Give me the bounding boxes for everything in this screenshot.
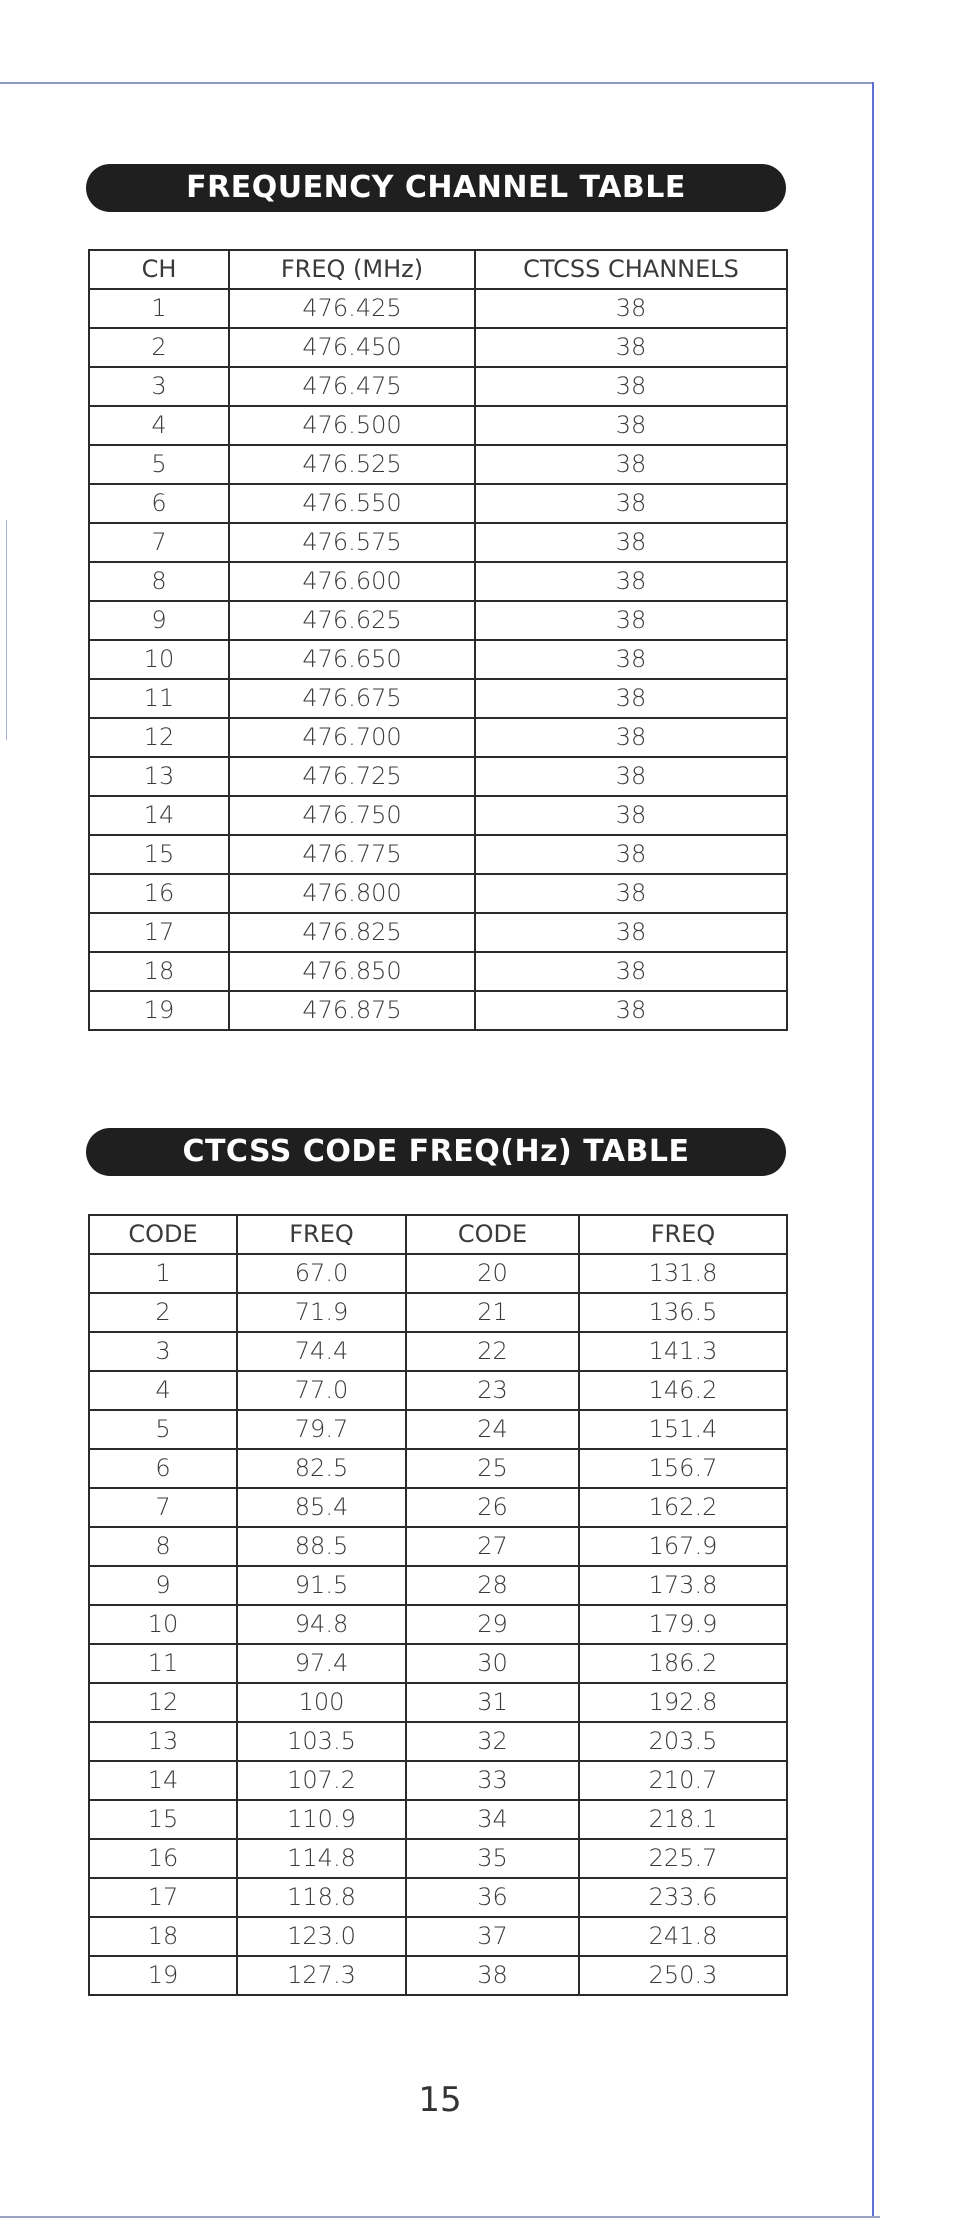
table-row	[89, 1488, 787, 1527]
table-row	[89, 601, 787, 640]
table-row	[89, 757, 787, 796]
column-header-code: CODE	[406, 1215, 579, 1254]
cell-code: 16	[89, 1839, 237, 1878]
table-row	[89, 523, 787, 562]
table-row	[89, 1371, 787, 1410]
cell-frequency-hz: 67.0	[237, 1254, 406, 1293]
cell-ctcss-channels: 38	[475, 601, 787, 640]
cell-frequency-hz: 77.0	[237, 1371, 406, 1410]
cell-code: 34	[406, 1800, 579, 1839]
cell-channel: 14	[89, 796, 229, 835]
cell-ctcss-channels: 38	[475, 484, 787, 523]
table-header-row	[89, 250, 787, 289]
cell-frequency-hz: 151.4	[579, 1410, 787, 1449]
cell-ctcss-channels: 38	[475, 679, 787, 718]
cell-channel: 9	[89, 601, 229, 640]
page-edge-right	[872, 82, 874, 2218]
cell-code: 5	[89, 1410, 237, 1449]
cell-channel: 18	[89, 952, 229, 991]
cell-ctcss-channels: 38	[475, 640, 787, 679]
cell-channel: 2	[89, 328, 229, 367]
cell-frequency-hz: 250.3	[579, 1956, 787, 1995]
cell-code: 19	[89, 1956, 237, 1995]
cell-code: 23	[406, 1371, 579, 1410]
cell-frequency-mhz: 476.650	[229, 640, 475, 679]
table-row	[89, 874, 787, 913]
cell-channel: 13	[89, 757, 229, 796]
cell-frequency-hz: 156.7	[579, 1449, 787, 1488]
cell-ctcss-channels: 38	[475, 796, 787, 835]
cell-frequency-hz: 127.3	[237, 1956, 406, 1995]
table-row	[89, 1410, 787, 1449]
cell-code: 28	[406, 1566, 579, 1605]
table-row	[89, 1449, 787, 1488]
cell-frequency-hz: 218.1	[579, 1800, 787, 1839]
cell-channel: 10	[89, 640, 229, 679]
page-edge-top	[0, 82, 872, 84]
table-row	[89, 796, 787, 835]
cell-frequency-hz: 71.9	[237, 1293, 406, 1332]
page-number: 15	[418, 2080, 462, 2120]
table-row	[89, 562, 787, 601]
cell-frequency-mhz: 476.850	[229, 952, 475, 991]
table-row	[89, 1839, 787, 1878]
column-header-freq: FREQ	[579, 1215, 787, 1254]
cell-code: 36	[406, 1878, 579, 1917]
table-row	[89, 289, 787, 328]
cell-frequency-mhz: 476.750	[229, 796, 475, 835]
cell-channel: 5	[89, 445, 229, 484]
cell-frequency-mhz: 476.800	[229, 874, 475, 913]
cell-frequency-mhz: 476.875	[229, 991, 475, 1030]
cell-ctcss-channels: 38	[475, 913, 787, 952]
cell-channel: 3	[89, 367, 229, 406]
table-row	[89, 913, 787, 952]
cell-code: 6	[89, 1449, 237, 1488]
table-row	[89, 328, 787, 367]
cell-code: 22	[406, 1332, 579, 1371]
cell-code: 27	[406, 1527, 579, 1566]
cell-ctcss-channels: 38	[475, 952, 787, 991]
cell-frequency-hz: 146.2	[579, 1371, 787, 1410]
cell-frequency-mhz: 476.625	[229, 601, 475, 640]
frequency-channel-table	[88, 249, 788, 1031]
table-row	[89, 1917, 787, 1956]
cell-frequency-mhz: 476.600	[229, 562, 475, 601]
cell-ctcss-channels: 38	[475, 406, 787, 445]
table-row	[89, 991, 787, 1030]
cell-channel: 8	[89, 562, 229, 601]
column-header-freq: FREQ	[237, 1215, 406, 1254]
cell-ctcss-channels: 38	[475, 328, 787, 367]
cell-code: 3	[89, 1332, 237, 1371]
column-header-code: CODE	[89, 1215, 237, 1254]
cell-code: 35	[406, 1839, 579, 1878]
cell-frequency-mhz: 476.825	[229, 913, 475, 952]
cell-frequency-mhz: 476.675	[229, 679, 475, 718]
table-row	[89, 1761, 787, 1800]
cell-frequency-hz: 82.5	[237, 1449, 406, 1488]
ctcss-table-title: CTCSS CODE FREQ(Hz) TABLE	[86, 1128, 786, 1176]
cell-frequency-hz: 136.5	[579, 1293, 787, 1332]
cell-channel: 17	[89, 913, 229, 952]
cell-channel: 19	[89, 991, 229, 1030]
cell-code: 37	[406, 1917, 579, 1956]
table-row	[89, 367, 787, 406]
cell-frequency-mhz: 476.775	[229, 835, 475, 874]
cell-frequency-hz: 88.5	[237, 1527, 406, 1566]
table-row	[89, 1800, 787, 1839]
cell-code: 31	[406, 1683, 579, 1722]
cell-ctcss-channels: 38	[475, 367, 787, 406]
cell-frequency-hz: 210.7	[579, 1761, 787, 1800]
cell-code: 13	[89, 1722, 237, 1761]
cell-frequency-hz: 91.5	[237, 1566, 406, 1605]
cell-code: 30	[406, 1644, 579, 1683]
cell-ctcss-channels: 38	[475, 757, 787, 796]
cell-code: 38	[406, 1956, 579, 1995]
cell-frequency-mhz: 476.475	[229, 367, 475, 406]
cell-frequency-hz: 241.8	[579, 1917, 787, 1956]
table-row	[89, 406, 787, 445]
cell-code: 15	[89, 1800, 237, 1839]
ctcss-code-freq-table	[88, 1214, 788, 1996]
table-row	[89, 1878, 787, 1917]
cell-frequency-mhz: 476.500	[229, 406, 475, 445]
table-row	[89, 1254, 787, 1293]
column-header-ctcss-channels: CTCSS CHANNELS	[475, 250, 787, 289]
cell-frequency-mhz: 476.425	[229, 289, 475, 328]
table-row	[89, 445, 787, 484]
cell-frequency-mhz: 476.450	[229, 328, 475, 367]
column-header-ch: CH	[89, 250, 229, 289]
frequency-table-title: FREQUENCY CHANNEL TABLE	[86, 164, 786, 212]
cell-ctcss-channels: 38	[475, 874, 787, 913]
cell-frequency-hz: 141.3	[579, 1332, 787, 1371]
cell-frequency-hz: 167.9	[579, 1527, 787, 1566]
cell-frequency-hz: 103.5	[237, 1722, 406, 1761]
cell-frequency-hz: 179.9	[579, 1605, 787, 1644]
cell-frequency-hz: 110.9	[237, 1800, 406, 1839]
cell-ctcss-channels: 38	[475, 562, 787, 601]
cell-channel: 1	[89, 289, 229, 328]
table-header-row	[89, 1215, 787, 1254]
cell-code: 25	[406, 1449, 579, 1488]
cell-code: 4	[89, 1371, 237, 1410]
cell-code: 33	[406, 1761, 579, 1800]
table-row	[89, 1332, 787, 1371]
cell-code: 10	[89, 1605, 237, 1644]
cell-code: 17	[89, 1878, 237, 1917]
cell-code: 1	[89, 1254, 237, 1293]
cell-frequency-hz: 79.7	[237, 1410, 406, 1449]
cell-frequency-mhz: 476.725	[229, 757, 475, 796]
cell-code: 9	[89, 1566, 237, 1605]
table-row	[89, 679, 787, 718]
cell-code: 29	[406, 1605, 579, 1644]
cell-frequency-hz: 74.4	[237, 1332, 406, 1371]
cell-frequency-hz: 114.8	[237, 1839, 406, 1878]
cell-frequency-hz: 107.2	[237, 1761, 406, 1800]
table-row	[89, 1527, 787, 1566]
cell-frequency-hz: 233.6	[579, 1878, 787, 1917]
cell-channel: 7	[89, 523, 229, 562]
table-row	[89, 835, 787, 874]
table-row	[89, 1956, 787, 1995]
cell-frequency-hz: 97.4	[237, 1644, 406, 1683]
cell-code: 20	[406, 1254, 579, 1293]
cell-code: 7	[89, 1488, 237, 1527]
table-row	[89, 1644, 787, 1683]
cell-code: 2	[89, 1293, 237, 1332]
table-row	[89, 484, 787, 523]
cell-code: 32	[406, 1722, 579, 1761]
cell-frequency-hz: 118.8	[237, 1878, 406, 1917]
table-row	[89, 952, 787, 991]
cell-ctcss-channels: 38	[475, 718, 787, 757]
cell-ctcss-channels: 38	[475, 289, 787, 328]
cell-frequency-hz: 173.8	[579, 1566, 787, 1605]
cell-frequency-hz: 225.7	[579, 1839, 787, 1878]
cell-code: 8	[89, 1527, 237, 1566]
table-row	[89, 1293, 787, 1332]
page-edge-left	[6, 520, 7, 740]
page-edge-bottom	[0, 2216, 880, 2218]
cell-ctcss-channels: 38	[475, 835, 787, 874]
cell-code: 14	[89, 1761, 237, 1800]
cell-frequency-hz: 203.5	[579, 1722, 787, 1761]
cell-frequency-hz: 85.4	[237, 1488, 406, 1527]
cell-channel: 4	[89, 406, 229, 445]
cell-frequency-hz: 162.2	[579, 1488, 787, 1527]
cell-ctcss-channels: 38	[475, 991, 787, 1030]
cell-code: 12	[89, 1683, 237, 1722]
cell-channel: 16	[89, 874, 229, 913]
table-row	[89, 1683, 787, 1722]
cell-ctcss-channels: 38	[475, 445, 787, 484]
cell-channel: 6	[89, 484, 229, 523]
cell-code: 24	[406, 1410, 579, 1449]
cell-frequency-hz: 186.2	[579, 1644, 787, 1683]
cell-channel: 11	[89, 679, 229, 718]
cell-code: 21	[406, 1293, 579, 1332]
cell-ctcss-channels: 38	[475, 523, 787, 562]
cell-channel: 12	[89, 718, 229, 757]
table-row	[89, 1722, 787, 1761]
cell-frequency-hz: 131.8	[579, 1254, 787, 1293]
table-row	[89, 1566, 787, 1605]
cell-frequency-hz: 192.8	[579, 1683, 787, 1722]
cell-frequency-hz: 100	[237, 1683, 406, 1722]
cell-frequency-mhz: 476.525	[229, 445, 475, 484]
cell-frequency-mhz: 476.700	[229, 718, 475, 757]
cell-code: 11	[89, 1644, 237, 1683]
table-row	[89, 640, 787, 679]
table-row	[89, 1605, 787, 1644]
cell-code: 18	[89, 1917, 237, 1956]
cell-frequency-mhz: 476.550	[229, 484, 475, 523]
cell-frequency-hz: 94.8	[237, 1605, 406, 1644]
cell-frequency-mhz: 476.575	[229, 523, 475, 562]
cell-channel: 15	[89, 835, 229, 874]
table-row	[89, 718, 787, 757]
column-header-freq-mhz: FREQ (MHz)	[229, 250, 475, 289]
cell-frequency-hz: 123.0	[237, 1917, 406, 1956]
cell-code: 26	[406, 1488, 579, 1527]
